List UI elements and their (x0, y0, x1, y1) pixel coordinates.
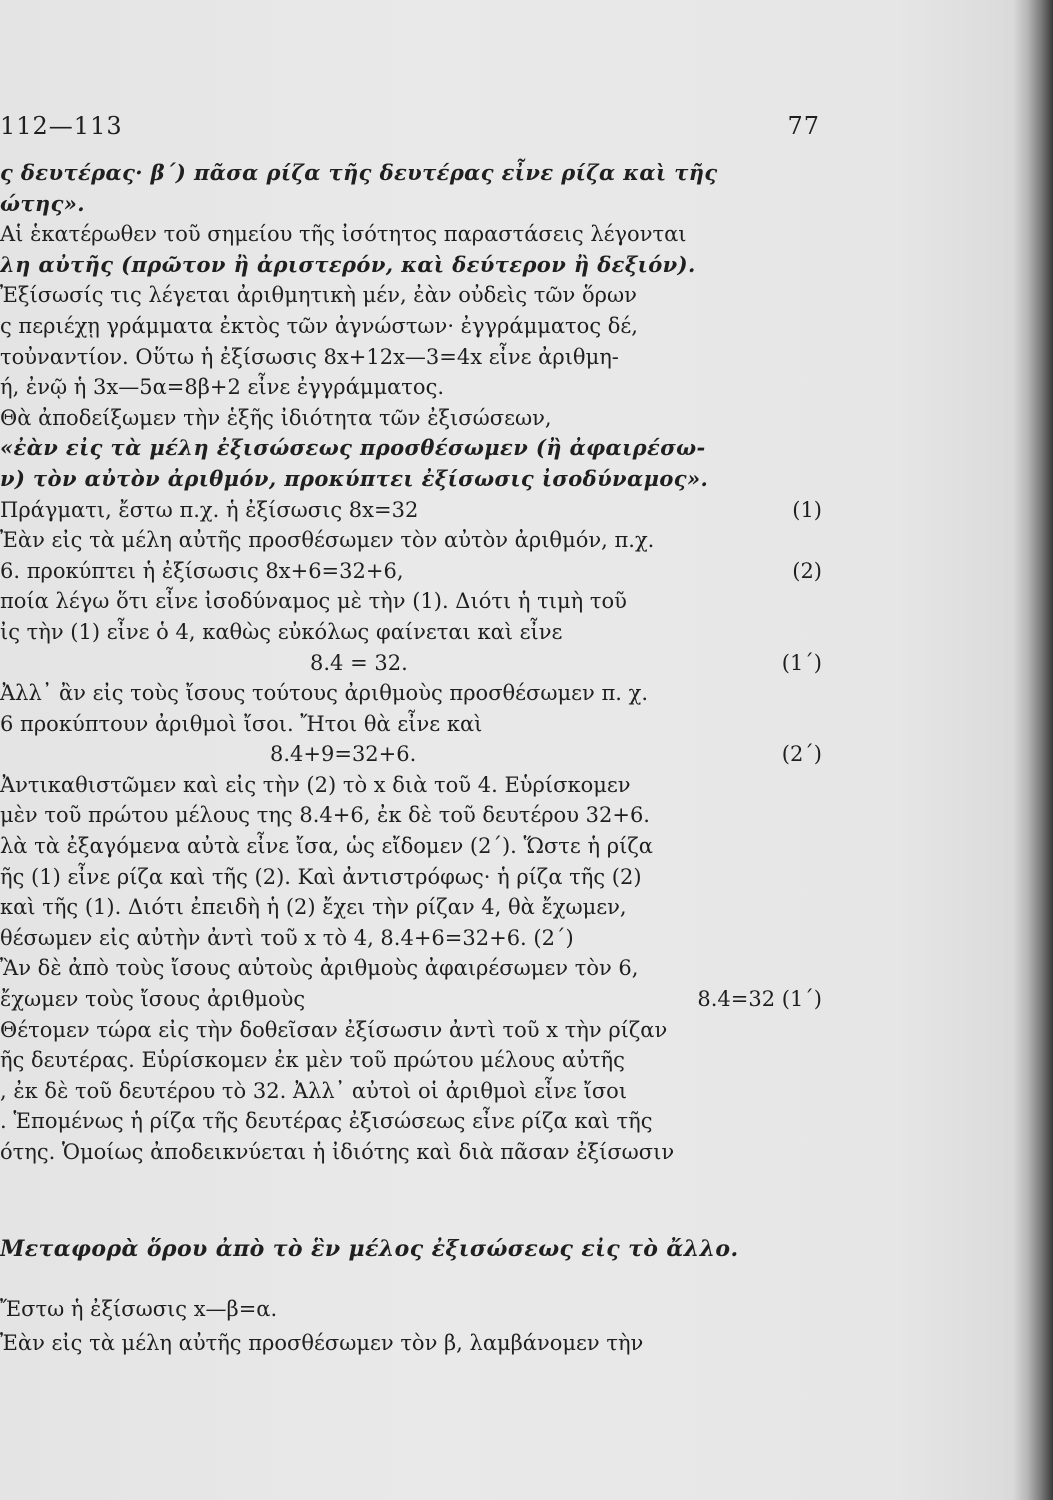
text-line (0, 1045, 830, 1076)
text-line-content: Ἀλλ᾽ ἂν εἰς τοὺς ἴσους τούτους ἀριθμοὺς προσθέσωμεν π. χ. (0, 681, 649, 706)
text-line (0, 342, 830, 373)
text-line-content: ῆς (1) εἶνε ρίζα καὶ τῆς (2). Καὶ ἀντιστρόφως· ἡ ρίζα τῆς (2) (0, 864, 642, 889)
page-edge (1013, 0, 1053, 1500)
text-line: Ἔστω ἡ ἐξίσωσις x—β=α. (0, 1297, 278, 1321)
text-line (0, 1076, 830, 1107)
text-line-content: καὶ τῆς (1). Διότι ἐπειδὴ ἡ (2) ἔχει τὴν ρίζαν 4, θὰ ἔχωμεν, (0, 895, 627, 920)
text-line (0, 250, 830, 281)
text-line (0, 158, 830, 189)
text-line (0, 1106, 830, 1137)
text-line (0, 953, 830, 984)
text-line (0, 556, 830, 587)
text-line (0, 892, 830, 923)
equation-number: (1) (792, 497, 822, 522)
text-line-content: Θέτομεν τώρα εἰς τὴν δοθεῖσαν ἐξίσωσιν ἀντὶ τοῦ x τὴν ρίζαν (0, 1017, 668, 1042)
text-line (0, 923, 830, 954)
text-line-content: Θὰ ἀποδείξωμεν τὴν ἑξῆς ἰδιότητα τῶν ἐξισώσεων, (0, 405, 552, 430)
text-line (0, 403, 830, 434)
text-line (0, 280, 830, 311)
text-line (0, 464, 830, 495)
body-text (0, 158, 830, 1168)
text-line-content: ς δευτέρας· β΄) πᾶσα ρίζα τῆς δευτέρας εἶνε ρίζα καὶ τῆς (0, 160, 718, 185)
text-line-content: ἔχωμεν τοὺς ἴσους ἀριθμοὺς (0, 987, 306, 1012)
text-line (0, 586, 830, 617)
equation-number: (1΄) (781, 650, 822, 675)
text-line-content: 8.4+9=32+6. (270, 742, 417, 767)
section-body (0, 1292, 830, 1360)
page-number: 77 (787, 112, 820, 140)
text-line-content: Πράγματι, ἔστω π.χ. ἡ ἐξίσωσις 8x=32 (0, 497, 419, 522)
text-line (0, 1137, 830, 1168)
text-line (0, 1015, 830, 1046)
text-line (0, 984, 830, 1015)
text-line (0, 862, 830, 893)
text-line: Ἐὰν εἰς τὰ μέλη αὐτῆς προσθέσωμεν τὸν β, λαμβάνομεν τὴν (0, 1331, 644, 1355)
text-line-content: Ἂν δὲ ἀπὸ τοὺς ἴσους αὐτοὺς ἀριθμοὺς ἀφαιρέσωμεν τὸν 6, (0, 956, 639, 981)
text-line (0, 433, 830, 464)
text-line (0, 189, 830, 220)
text-line-content: ή, ἐνῷ ἡ 3x—5α=8β+2 εἶνε ἐγγράμματος. (0, 375, 445, 400)
text-line-content: λὰ τὰ ἐξαγόμενα αὐτὰ εἶνε ἴσα, ὡς εἴδομεν (2΄). Ὥστε ἡ ρίζα (0, 834, 653, 859)
text-line-content: ς περιέχῃ γράμματα ἐκτὸς τῶν ἀγνώστων· ἐγγράμματος δέ, (0, 313, 638, 338)
section-title: Μεταφορὰ ὅρου ἀπὸ τὸ ἓν μέλος ἐξισώσεως εἰς τὸ ἄλλο. (0, 1236, 739, 1262)
text-line-content: μὲν τοῦ πρώτου μέλους της 8.4+6, ἐκ δὲ τοῦ δευτέρου 32+6. (0, 803, 650, 828)
text-line-content: 6. προκύπτει ἡ ἐξίσωσις 8x+6=32+6, (0, 558, 404, 583)
text-line (0, 311, 830, 342)
text-line-content: Ἐξίσωσίς τις λέγεται ἀριθμητικὴ μέν, ἐὰν οὐδεὶς τῶν ὅρων (0, 283, 637, 308)
text-line (0, 617, 830, 648)
text-line-content: . Ἑπομένως ἡ ρίζα τῆς δευτέρας ἐξισώσεως εἶνε ρίζα καὶ τῆς (0, 1109, 653, 1134)
text-line-content: 8.4 = 32. (310, 650, 408, 675)
text-line-content: ἰς τὴν (1) εἶνε ὁ 4, καθὼς εὐκόλως φαίνεται καὶ εἶνε (0, 619, 563, 644)
text-line-content: Ἐὰν εἰς τὰ μέλη αὐτῆς προσθέσωμεν τὸν αὐτὸν ἀριθμόν, π.χ. (0, 528, 655, 553)
text-line (0, 648, 830, 679)
text-line (0, 678, 830, 709)
text-line (0, 525, 830, 556)
equation-number: (2) (792, 558, 822, 583)
text-line-content: ώτης». (0, 190, 86, 216)
text-line (0, 495, 830, 526)
text-line-content: θέσωμεν εἰς αὐτὴν ἀντὶ τοῦ x τὸ 4, 8.4+6=32+6. (2΄) (0, 925, 574, 950)
section-range: 112—113 (0, 112, 123, 140)
text-line (0, 219, 830, 250)
text-line-content: λη αὐτῆς (πρῶτον ἢ ἀριστερόν, καὶ δεύτερον ἢ δεξιόν). (0, 251, 696, 277)
text-line (0, 709, 830, 740)
text-line-content: 6 προκύπτουν ἀριθμοὶ ἴσοι. Ἤτοι θὰ εἶνε καὶ (0, 711, 483, 736)
text-line-content: Ἀντικαθιστῶμεν καὶ εἰς τὴν (2) τὸ x διὰ τοῦ 4. Εὑρίσκομεν (0, 772, 631, 797)
text-line (0, 372, 830, 403)
text-line-content: , ἐκ δὲ τοῦ δευτέρου τὸ 32. Ἀλλ᾽ αὐτοὶ οἱ ἀριθμοὶ εἶνε ἴσοι (0, 1078, 628, 1103)
text-line-content: «ἐὰν εἰς τὰ μέλη ἐξισώσεως προσθέσωμεν (ἢ ἀφαιρέσω- (0, 435, 706, 461)
text-line-content: ν) τὸν αὐτὸν ἀριθμόν, προκύπτει ἐξίσωσις ἰσοδύναμος». (0, 465, 709, 491)
text-line (0, 770, 830, 801)
text-line-content: τοὐναντίον. Οὕτω ἡ ἐξίσωσις 8x+12x—3=4x εἶνε ἀριθμη- (0, 344, 619, 369)
text-line (0, 739, 830, 770)
text-line (0, 831, 830, 862)
text-line (0, 800, 830, 831)
text-line-content: ότης. Ὁμοίως ἀποδεικνύεται ἡ ἰδιότης καὶ διὰ πᾶσαν ἐξίσωσιν (0, 1140, 675, 1164)
text-line-content: ποία λέγω ὅτι εἶνε ἰσοδύναμος μὲ τὴν (1). Διότι ἡ τιμὴ τοῦ (0, 589, 627, 614)
equation-number: 8.4=32 (1΄) (697, 987, 822, 1012)
page-header (0, 112, 830, 142)
text-line-content: ῆς δευτέρας. Εὑρίσκομεν ἐκ μὲν τοῦ πρώτου μέλους αὐτῆς (0, 1048, 625, 1073)
equation-number: (2΄) (781, 742, 822, 767)
text-line-content: Αἱ ἑκατέρωθεν τοῦ σημείου τῆς ἰσότητος παραστάσεις λέγονται (0, 222, 687, 247)
